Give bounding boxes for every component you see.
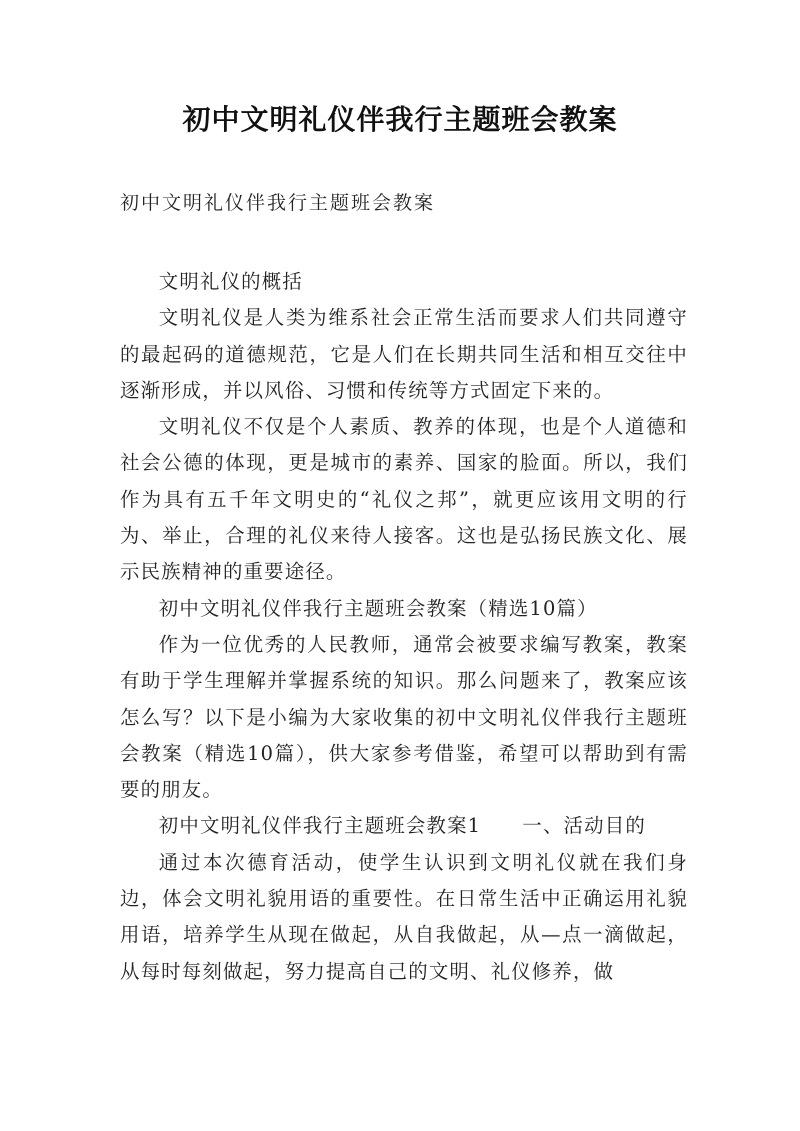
- document-subtitle: 初中文明礼仪伴我行主题班会教案: [120, 192, 436, 214]
- paragraph-heading-plan-1: 初中文明礼仪伴我行主题班会教案1 一、活动目的: [158, 814, 646, 838]
- paragraph: 文明礼仪不仅是个人素质、教养的体现，也是个人道德和社会公德的体现，更是城市的素养、国家的脸面。所以，我们作为具有五千年文明史的“礼仪之邦”，就更应该用文明的行为、举止，合理的礼仪来待人接客。这也是弘扬民族文化、展示民族精神的重要途径。: [120, 415, 688, 584]
- document-title: 初中文明礼仪伴我行主题班会教案: [182, 103, 618, 136]
- paragraph-heading-overview: 文明礼仪的概括: [158, 270, 303, 293]
- paragraph-heading-selection: 初中文明礼仪伴我行主题班会教案（精选10篇）: [158, 596, 598, 620]
- paragraph: 通过本次德育活动，使学生认识到文明礼仪就在我们身边，体会文明礼貌用语的重要性。在日常生活中正确运用礼貌用语，培养学生从现在做起，从自我做起，从—点一滴做起，从每时每刻做起，努力提高自己的文明、礼仪修养，做: [120, 850, 688, 983]
- document-body: [120, 264, 688, 990]
- paragraph: 文明礼仪是人类为维系社会正常生活而要求人们共同遵守的最起码的道德规范，它是人们在长期共同生活和相互交往中逐渐形成，并以风俗、习惯和传统等方式固定下来的。: [120, 306, 688, 402]
- paragraph: 作为一位优秀的人民教师，通常会被要求编写教案，教案有助于学生理解并掌握系统的知识。那么问题来了，教案应该怎么写？以下是小编为大家收集的初中文明礼仪伴我行主题班会教案（精选10篇），供大家参考借鉴，希望可以帮助到有需要的朋友。: [120, 632, 688, 802]
